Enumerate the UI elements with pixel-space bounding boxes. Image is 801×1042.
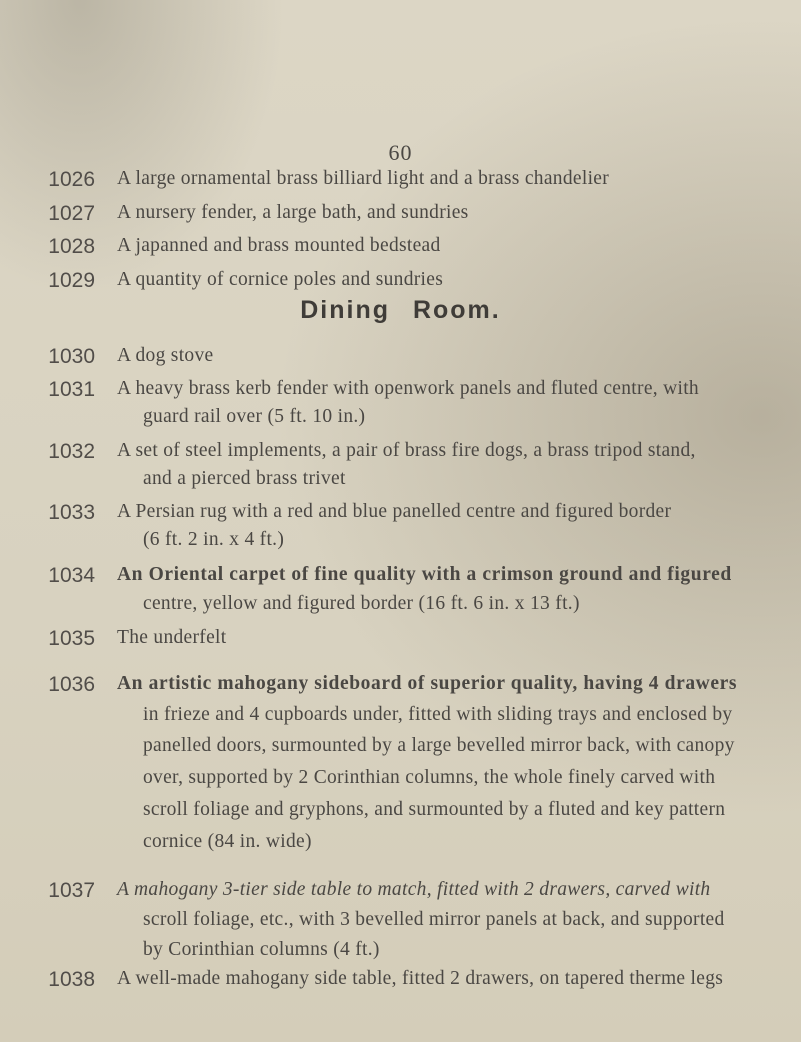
lot-number: 1038 <box>48 968 95 991</box>
lot-description: An artistic mahogany sideboard of superior quality, having 4 drawers <box>117 673 738 694</box>
lot-number: 1036 <box>48 673 95 696</box>
lot-description: A quantity of cornice poles and sundries <box>117 269 444 290</box>
lot-description-continued: centre, yellow and figured border (16 ft. 6 in. x 13 ft.) <box>143 593 580 614</box>
lot-number: 1035 <box>48 627 95 650</box>
lot-description: A large ornamental brass billiard light and a brass chandelier <box>117 168 610 189</box>
lot-description: A dog stove <box>117 345 214 366</box>
lot-description-continued: cornice (84 in. wide) <box>143 831 312 852</box>
lot-description-continued: scroll foliage and gryphons, and surmounted by a fluted and key pattern <box>143 799 726 820</box>
lot-number: 1026 <box>48 168 95 191</box>
lot-description: A nursery fender, a large bath, and sundries <box>117 202 469 223</box>
lot-description-continued: guard rail over (5 ft. 10 in.) <box>143 406 366 427</box>
lot-description-continued: in frieze and 4 cupboards under, fitted with sliding trays and enclosed by <box>143 704 733 725</box>
lot-description: A japanned and brass mounted bedstead <box>117 235 441 256</box>
lot-number: 1033 <box>48 501 95 524</box>
lot-description: A well-made mahogany side table, fitted 2 drawers, on tapered therme legs <box>117 968 724 989</box>
lot-description: An Oriental carpet of fine quality with a crimson ground and figured <box>117 564 732 585</box>
lot-number: 1028 <box>48 235 95 258</box>
section-heading: Dining Room. <box>300 296 501 324</box>
lot-number: 1027 <box>48 202 95 225</box>
lot-description-continued: and a pierced brass trivet <box>143 468 346 489</box>
lot-description-continued: over, supported by 2 Corinthian columns, the whole finely carved with <box>143 767 716 788</box>
lot-number: 1037 <box>48 879 95 902</box>
lot-number: 1029 <box>48 269 95 292</box>
lot-description: A mahogany 3-tier side table to match, fitted with 2 drawers, carved with <box>117 879 711 900</box>
lot-description: The underfelt <box>117 627 227 648</box>
lot-description: A heavy brass kerb fender with openwork panels and fluted centre, with <box>117 378 699 399</box>
lot-description-continued: (6 ft. 2 in. x 4 ft.) <box>143 529 285 550</box>
lot-number: 1031 <box>48 378 95 401</box>
lot-description-continued: panelled doors, surmounted by a large bevelled mirror back, with canopy <box>143 735 735 756</box>
lot-number: 1034 <box>48 564 95 587</box>
lot-description-continued: by Corinthian columns (4 ft.) <box>143 939 380 960</box>
lot-description-continued: scroll foliage, etc., with 3 bevelled mirror panels at back, and supported <box>143 909 725 930</box>
lot-number: 1032 <box>48 440 95 463</box>
page-number: 60 <box>388 140 413 165</box>
lot-description: A set of steel implements, a pair of brass fire dogs, a brass tripod stand, <box>117 440 696 461</box>
lot-description: A Persian rug with a red and blue panelled centre and figured border <box>117 501 672 522</box>
lot-number: 1030 <box>48 345 95 368</box>
